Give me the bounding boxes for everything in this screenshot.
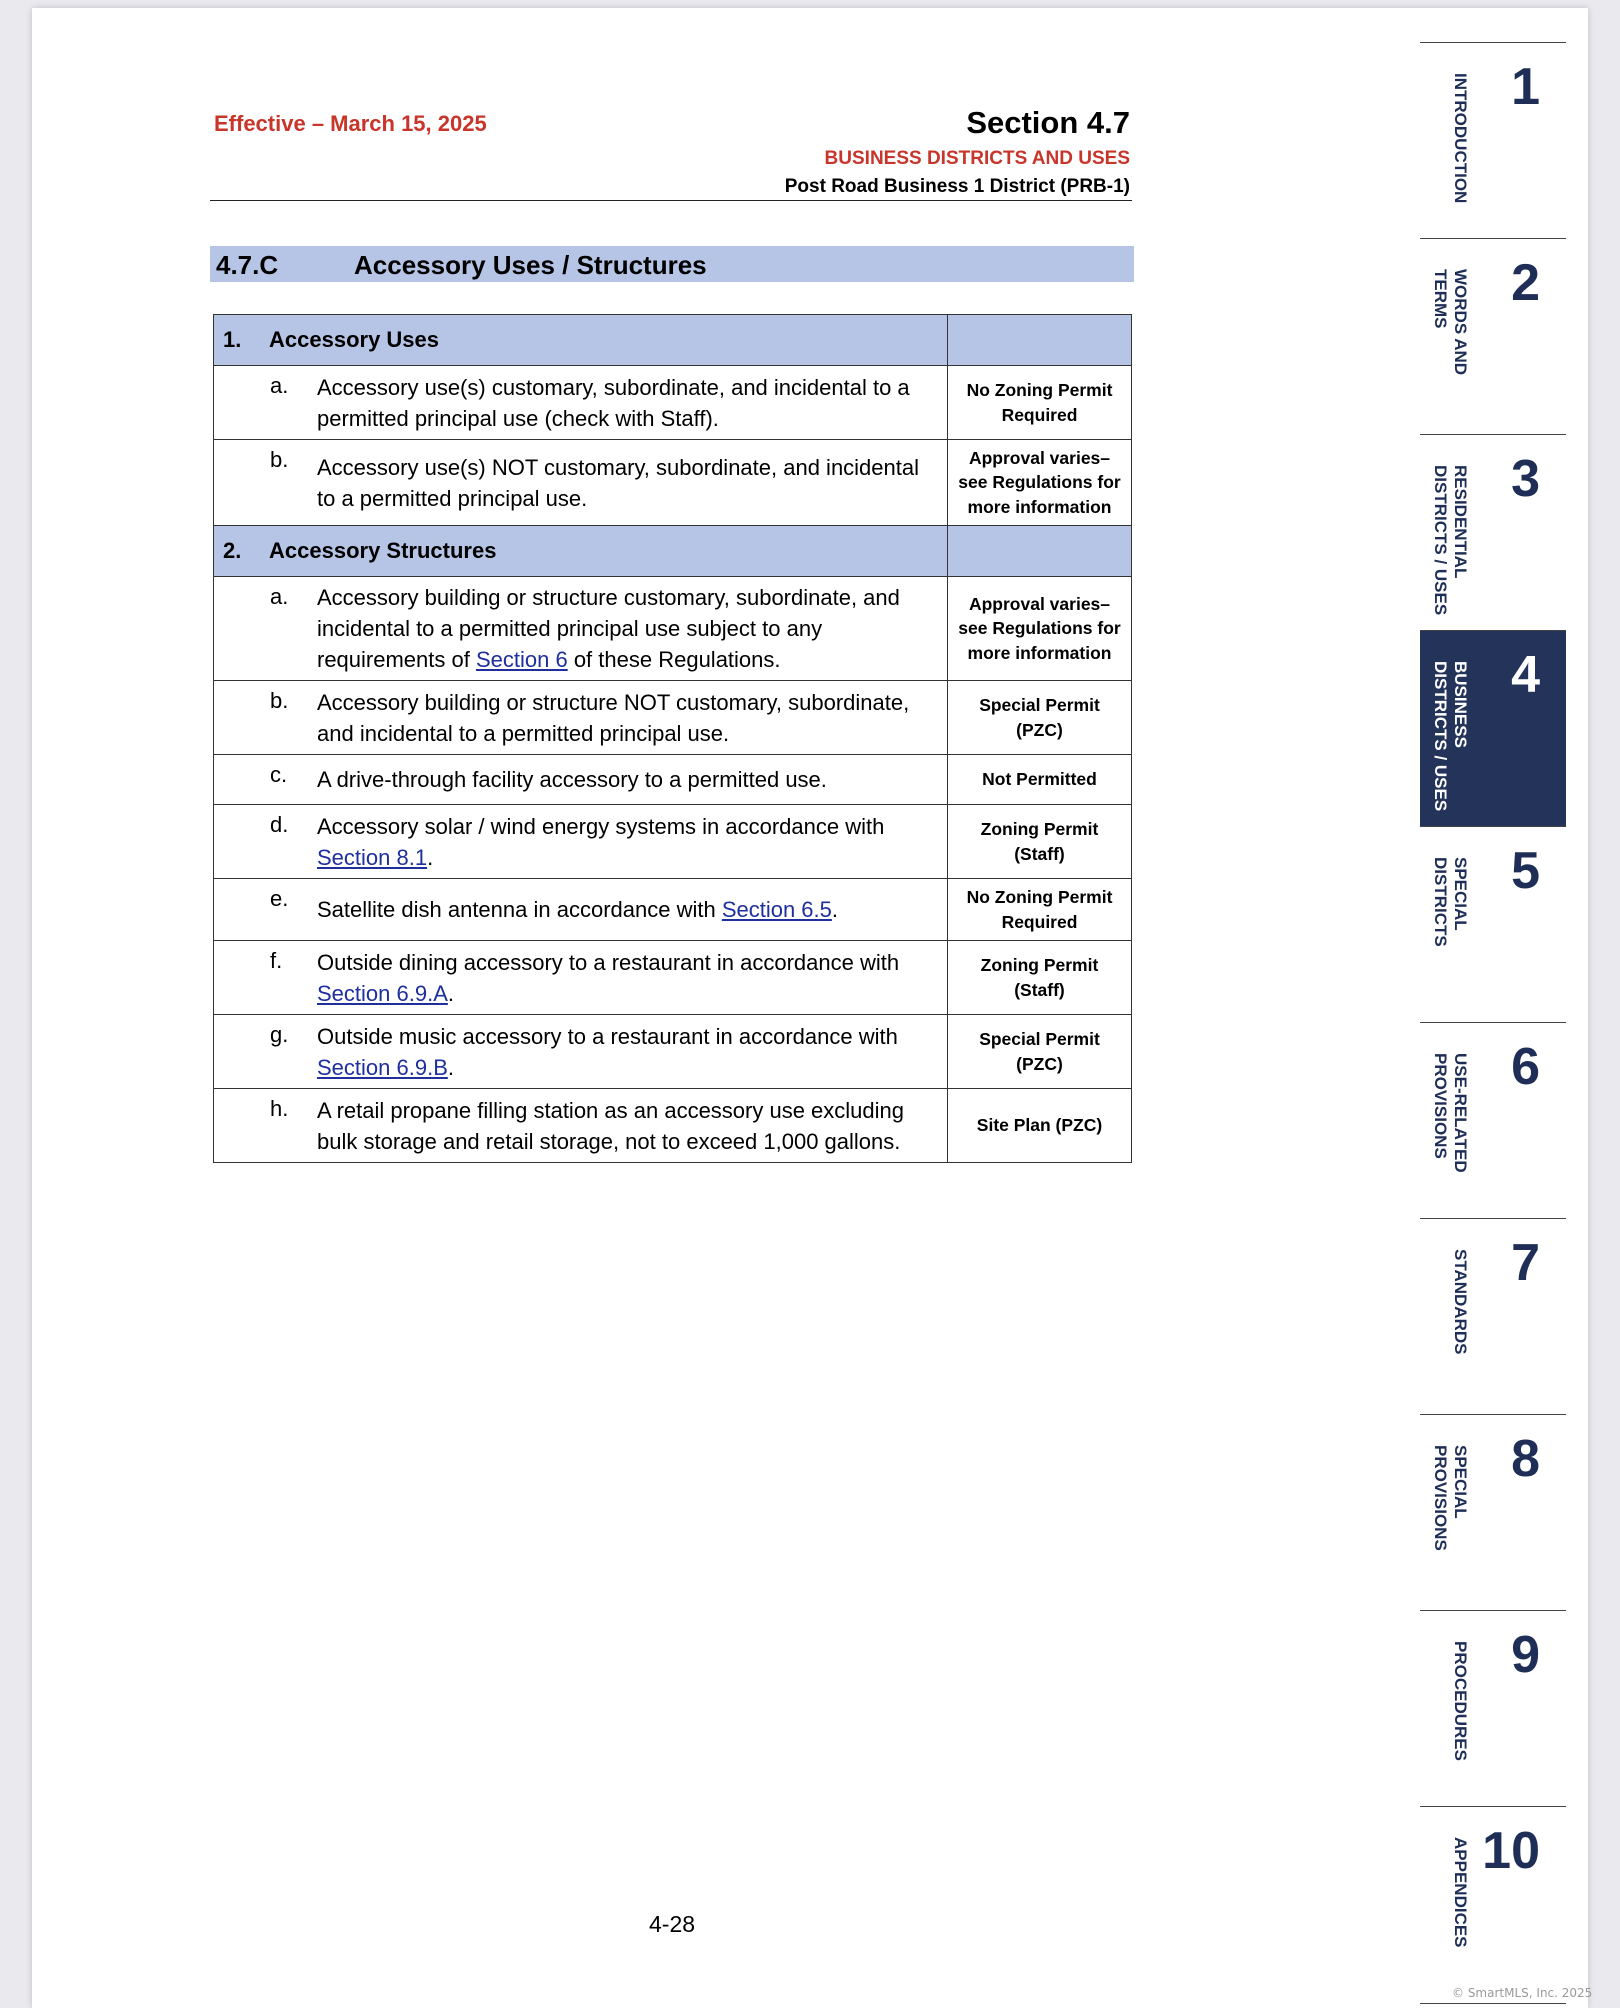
tab-label: RESIDENTIAL DISTRICTS / USES bbox=[1431, 465, 1470, 616]
tab-label: BUSINESS DISTRICTS / USES bbox=[1431, 661, 1470, 812]
status-cell: Approval varies– see Regulations for more information bbox=[948, 440, 1132, 526]
group-number: 2. bbox=[223, 538, 242, 563]
tab-introduction[interactable] bbox=[1420, 42, 1566, 238]
watermark: © SmartMLS, Inc. 2025 bbox=[1452, 1986, 1593, 2000]
group-title: Accessory Uses bbox=[269, 327, 440, 352]
chapter-tabs bbox=[1420, 42, 1566, 2002]
status-cell: No Zoning Permit Required bbox=[948, 879, 1132, 941]
tab-standards[interactable] bbox=[1420, 1218, 1566, 1414]
tab-procedures[interactable] bbox=[1420, 1610, 1566, 1806]
item-text-end: . bbox=[427, 844, 434, 870]
item-text-end: . bbox=[831, 897, 839, 922]
item-letter: f. bbox=[270, 948, 283, 973]
tab-number: 4 bbox=[1511, 646, 1540, 704]
section-heading bbox=[210, 246, 1134, 282]
status-cell: Zoning Permit (Staff) bbox=[948, 805, 1132, 879]
table-row bbox=[214, 577, 1132, 681]
tab-residential-districts[interactable] bbox=[1420, 434, 1566, 630]
group-number: 1. bbox=[223, 327, 242, 352]
status-cell: Site Plan (PZC) bbox=[948, 1089, 1132, 1163]
item-text: Accessory use(s) customary, subordinate, and incidental to a permitted principal use (check with Staff). bbox=[317, 374, 910, 431]
section-6-9-b-link[interactable]: Section 6.9.B bbox=[317, 1054, 448, 1080]
tab-label: USE-RELATED PROVISIONS bbox=[1431, 1053, 1470, 1173]
item-letter: a. bbox=[270, 373, 289, 398]
section-8-1-link[interactable]: Section 8.1 bbox=[317, 844, 428, 870]
table-row bbox=[214, 941, 1132, 1015]
status-cell: Special Permit (PZC) bbox=[948, 681, 1132, 755]
district-name: Post Road Business 1 District (PRB-1) bbox=[784, 176, 1130, 197]
group-header-accessory-structures bbox=[214, 526, 1132, 577]
tab-special-provisions[interactable] bbox=[1420, 1414, 1566, 1610]
tab-use-related-provisions[interactable] bbox=[1420, 1022, 1566, 1218]
item-text: Outside dining accessory to a restaurant in accordance with bbox=[317, 949, 900, 975]
tab-number: 1 bbox=[1511, 58, 1540, 116]
item-letter: b. bbox=[270, 688, 289, 713]
tab-label: PROCEDURES bbox=[1451, 1641, 1470, 1761]
table-row bbox=[214, 755, 1132, 805]
document-page bbox=[32, 8, 1588, 2008]
item-letter: d. bbox=[270, 812, 289, 837]
tab-number: 3 bbox=[1511, 450, 1540, 508]
tab-number: 8 bbox=[1511, 1430, 1540, 1488]
status-cell: Not Permitted bbox=[948, 755, 1132, 805]
table-row bbox=[214, 366, 1132, 440]
tab-appendices[interactable] bbox=[1420, 1806, 1566, 2002]
table-row bbox=[214, 681, 1132, 755]
tab-label: APPENDICES bbox=[1451, 1837, 1470, 1948]
item-text: Outside music accessory to a restaurant in accordance with bbox=[317, 1023, 898, 1049]
tab-number: 6 bbox=[1511, 1038, 1540, 1096]
tab-number: 7 bbox=[1511, 1234, 1540, 1292]
group-title: Accessory Structures bbox=[269, 538, 497, 563]
tab-label: SPECIAL DISTRICTS bbox=[1431, 857, 1470, 947]
item-text-end: . bbox=[447, 1054, 454, 1080]
tab-number: 9 bbox=[1511, 1626, 1540, 1684]
tab-label: STANDARDS bbox=[1451, 1249, 1470, 1355]
tab-number: 2 bbox=[1511, 254, 1540, 312]
item-text-end: of these Regulations. bbox=[567, 647, 781, 672]
section-6-link[interactable]: Section 6 bbox=[475, 647, 568, 672]
table-row bbox=[214, 1089, 1132, 1163]
header-divider bbox=[210, 200, 1132, 201]
item-text: Accessory building or structure NOT customary, subordinate, and incidental to a permitted principal use. bbox=[317, 689, 910, 746]
tab-business-districts[interactable] bbox=[1420, 630, 1566, 826]
item-letter: b. bbox=[270, 447, 289, 472]
item-letter: h. bbox=[270, 1096, 289, 1121]
item-letter: a. bbox=[270, 584, 289, 609]
section-heading-title: Accessory Uses / Structures bbox=[354, 250, 707, 280]
tab-words-and-terms[interactable] bbox=[1420, 238, 1566, 434]
item-text: A drive-through facility accessory to a permitted use. bbox=[317, 767, 827, 792]
accessory-uses-table bbox=[213, 314, 1132, 1163]
section-6-9-a-link[interactable]: Section 6.9.A bbox=[317, 980, 448, 1006]
tab-number: 5 bbox=[1511, 842, 1540, 900]
tab-number: 10 bbox=[1482, 1822, 1540, 1880]
status-cell: No Zoning Permit Required bbox=[948, 366, 1132, 440]
tab-special-districts[interactable] bbox=[1420, 826, 1566, 1022]
item-text: Accessory solar / wind energy systems in accordance with bbox=[317, 813, 885, 839]
item-letter: e. bbox=[270, 886, 289, 911]
item-letter: g. bbox=[270, 1022, 289, 1047]
item-text: Accessory use(s) NOT customary, subordinate, and incidental to a permitted principal use. bbox=[317, 454, 920, 511]
section-title-block bbox=[785, 104, 1130, 201]
status-cell: Zoning Permit (Staff) bbox=[948, 941, 1132, 1015]
item-text: Satellite dish antenna in accordance with bbox=[317, 897, 722, 922]
tab-label: WORDS AND TERMS bbox=[1431, 269, 1470, 376]
tabs-bottom-divider bbox=[1420, 2003, 1566, 2004]
table-row bbox=[214, 805, 1132, 879]
table-row bbox=[214, 879, 1132, 941]
section-6-5-link[interactable]: Section 6.5 bbox=[721, 897, 832, 922]
item-text-end: . bbox=[447, 980, 454, 1006]
item-text: Accessory building or structure customary, subordinate, and incidental to a permitted principal use subject to any requirements of bbox=[317, 585, 900, 672]
section-code: 4.7.C bbox=[216, 250, 279, 280]
item-letter: c. bbox=[270, 762, 288, 787]
effective-date: Effective – March 15, 2025 bbox=[214, 111, 487, 136]
group-header-accessory-uses bbox=[214, 315, 1132, 366]
tab-label: SPECIAL PROVISIONS bbox=[1431, 1445, 1470, 1551]
status-cell: Approval varies– see Regulations for more information bbox=[948, 577, 1132, 681]
section-subtitle: BUSINESS DISTRICTS AND USES bbox=[824, 148, 1130, 169]
status-cell: Special Permit (PZC) bbox=[948, 1015, 1132, 1089]
table-row bbox=[214, 440, 1132, 526]
section-number: Section 4.7 bbox=[966, 105, 1130, 140]
tab-label: INTRODUCTION bbox=[1451, 73, 1470, 204]
page-number: 4-28 bbox=[649, 1911, 696, 1937]
item-text: A retail propane filling station as an accessory use excluding bulk storage and retail storage, not to exceed 1,000 gallons. bbox=[317, 1097, 905, 1154]
table-row bbox=[214, 1015, 1132, 1089]
